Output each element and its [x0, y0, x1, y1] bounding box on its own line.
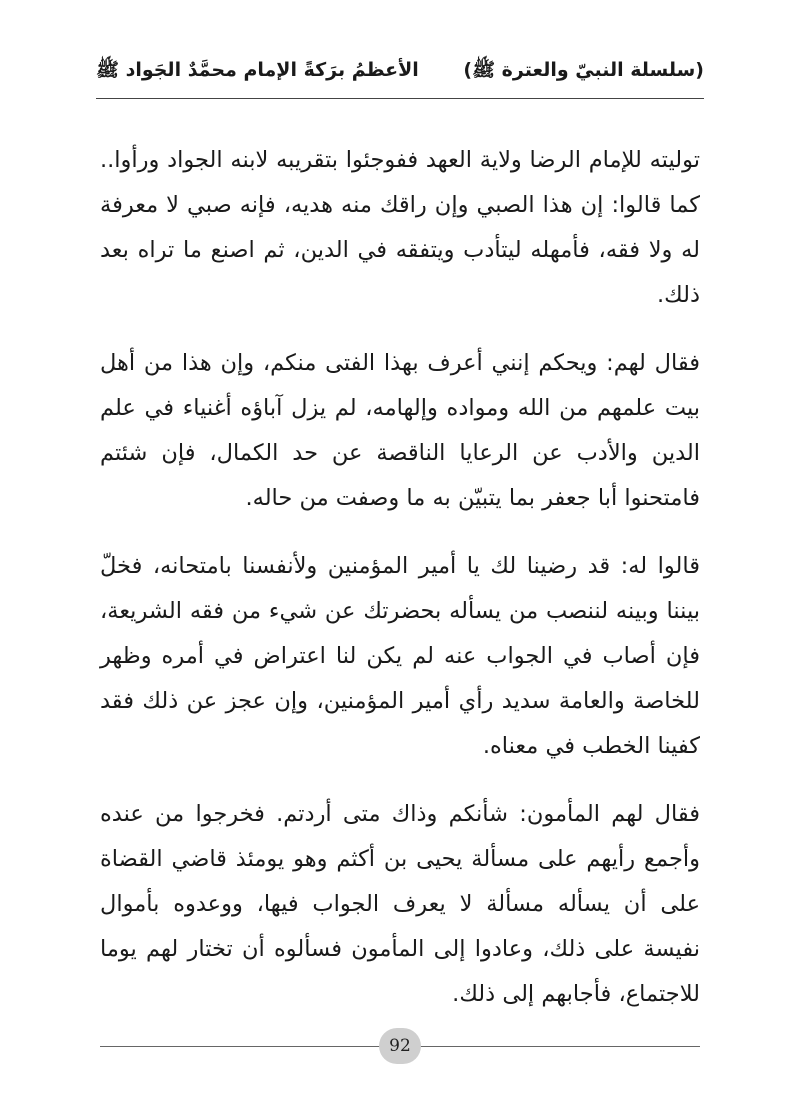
book-title: الأعظمُ برَكةً الإمام محمَّدٌ الجَواد ﷺ [96, 59, 419, 81]
header-divider [96, 98, 704, 99]
paragraph: فقال لهم المأمون: شأنكم وذاك متى أردتم. فخرجوا من عنده وأجمع رأيهم على مسألة يحيى بن أكثم وهو يومئذ قاضي القضاة على أن يسأله مسألة لا يعرف الجواب فيها، ووعدوه بأموال نفيسة على ذلك، وعادوا إلى المأمون فسألوه أن تختار لهم يوما للاجتماع، فأجابهم إلى ذلك. [100, 801, 700, 1007]
running-header [96, 52, 704, 92]
page-number-badge: 92 [379, 1028, 421, 1064]
series-title: (سلسلة النبيّ والعترة ﷺ) [463, 59, 704, 81]
paragraph: قالوا له: قد رضينا لك يا أمير المؤمنين ولأنفسنا بامتحانه، فخلّ بيننا وبينه لننصب من يسأله بحضرتك عن شيء من فقه الشريعة، فإن أصاب في الجواب عنه لم يكن لنا اعتراض في أمره وظهر للخاصة والعامة سديد رأي أمير المؤمنين، وإن عجز عن ذلك فقد كفينا الخطب في معناه. [100, 553, 700, 759]
page-footer [100, 1028, 700, 1064]
paragraph: فقال لهم: ويحكم إنني أعرف بهذا الفتى منكم، وإن هذا من أهل بيت علمهم من الله ومواده وإلهامه، لم يزل آباؤه أغنياء في علم الدين والأدب عن الرعايا الناقصة عن حد الكمال، فإن شئتم فامتحنوا أبا جعفر بما يتبيّن به ما وصفت من حاله. [100, 350, 700, 511]
page-body [100, 138, 700, 1040]
paragraph: توليته للإمام الرضا ولاية العهد ففوجئوا بتقريبه لابنه الجواد ورأوا.. كما قالوا: إن هذا الصبي وإن راقك منه هديه، فإنه صبي لا معرفة له ولا فقه، فأمهله ليتأدب ويتفقه في الدين، ثم اصنع ما تراه بعد ذلك. [100, 147, 700, 308]
